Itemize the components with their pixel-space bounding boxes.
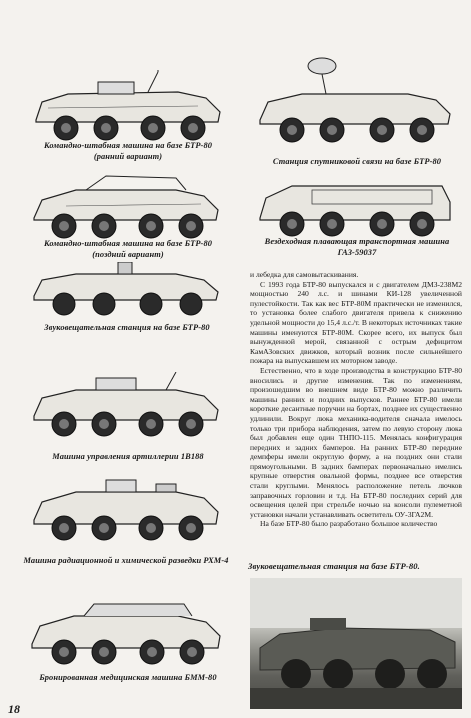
caption-bmm80: Бронированная медицинская машина БММ-80 — [39, 673, 217, 682]
vehicle-drawing-satellite — [252, 56, 462, 150]
vehicle-drawing-rkhm4 — [26, 472, 226, 548]
vehicle-drawing-command-late — [26, 168, 226, 246]
caption-satellite: Станция спутниковой связи на базе БТР-80 — [272, 157, 442, 166]
caption-rkhm4: Машина радиационной и химической разведки РХМ-4 — [23, 556, 229, 565]
caption-artillery-control: Машина управления артиллерии 1В188 — [52, 452, 204, 461]
vehicle-drawing-artillery-control — [26, 372, 226, 442]
caption-photo: Звуковещательная станция на базе БТР-80. — [248, 561, 420, 571]
photo-loudspeaker-station — [250, 578, 462, 709]
caption-command-early: Командно-штабная машина на базе БТР-80 (ранний вариант) — [43, 141, 213, 161]
caption-loudspeaker: Звуковещательная станция на базе БТР-80 — [44, 323, 210, 332]
paragraph: С 1993 года БТР-80 выпускался и с двигателем ДМЗ-238М2 мощностью 240 л.с. и шинами КИ-128 увеличенной пулестойкости. Так как вес БТР-80М практически не изменился, то установка более слабого двигателя привела к снижению удельной мощности до 15,4 л.с./т. В некоторых источниках такие машины именуются БТР-80М. Скорее всего, их выпуск был вынужденной мерой, связанной с острым дефицитом КамАЗовских движков, который возник после сильнейшего пожара на выпускавшем их моторном заводе. — [250, 279, 462, 366]
paragraph: Естественно, что в ходе производства в конструкцию БТР-80 вносились и другие изменения. Так по изменениям, произошедшим во внешнем виде БТР-80 можно различить машины ранних и поздних выпусков. Раннее БТР-80 имели короткие десантные поручни на бортах, позднее их существенно удлинили. Вокруг люка механика-водителя сначала имелось только три прибора наблюдения, затем по левую сторону люка был добавлен еще один ТНПО-115. Менялась конфигурация передних и задних бамперов. На ранних БТР-80 передние демпферы имели округлую форму, а на поздних они стали прямоугольными. В задних бамперах первоначально имелись крупные отверстия овальной формы, позднее все отверстия стали круглыми. Менялось расположение петель лючков заправочных горловин и т.д. На БТР-80 последних серий для освещения целей при стрельбе ночью на консоли пулеметной установки начали устанавливать осветитель ОУ-3ГА2М. — [250, 365, 462, 519]
vehicle-drawing-command-early — [28, 68, 228, 148]
paragraph: На базе БТР-80 было разработано большое количество — [260, 519, 438, 529]
vehicle-drawing-loudspeaker — [26, 262, 226, 320]
vehicle-drawing-bmm80 — [24, 594, 230, 672]
caption-gaz59037: Вездеходная плавающая транспортная машина ГАЗ-59037 — [264, 237, 450, 257]
article-body — [250, 270, 462, 529]
page-number: 18 — [8, 702, 20, 716]
vehicle-drawing-gaz59037 — [252, 168, 462, 240]
paragraph: и лебедка для самовытаскивания. — [250, 270, 359, 279]
caption-command-late: Командно-штабная машина на базе БТР-80 (поздний вариант) — [43, 239, 213, 259]
